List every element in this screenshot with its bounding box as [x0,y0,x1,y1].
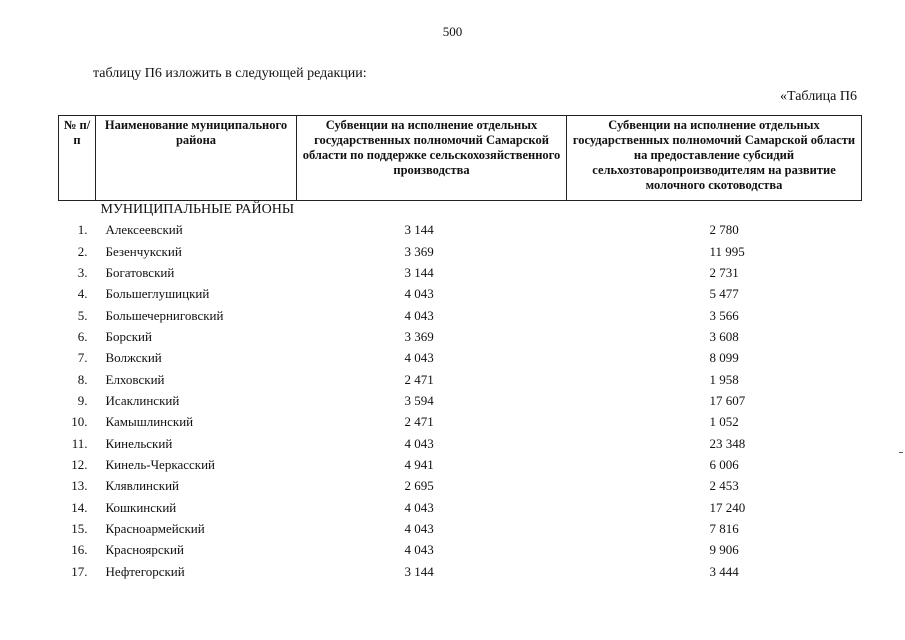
district-name: Красноармейский [105,520,205,536]
table-body [59,201,862,582]
agri-subvention-value: 4 043 [404,435,434,451]
district-name: Клявлинский [105,478,180,494]
dairy-subvention-value: 3 608 [709,328,739,344]
row-number: 7. [77,350,88,366]
agri-subvention-value: 2 695 [404,478,434,494]
agri-subvention-value: 4 043 [404,542,434,558]
district-name: Алексеевский [105,222,183,238]
row-number: 14. [71,499,88,515]
row-number: 3. [77,264,88,280]
table-row [59,326,862,347]
dairy-subvention-value: 2 731 [709,264,739,280]
row-number: 16. [71,542,88,558]
table-row [59,283,862,304]
table-header [59,116,862,201]
table-row [59,240,862,261]
district-name: Кинельский [105,435,173,451]
table-row [59,539,862,560]
district-name: Нефтегорский [105,563,185,579]
dairy-subvention-value: 7 816 [709,520,739,536]
table-row [59,219,862,240]
district-name: Большеглушицкий [105,286,210,302]
dairy-subvention-value: 1 958 [709,371,739,387]
agri-subvention-value: 2 471 [404,371,434,387]
row-number: 10. [71,414,88,430]
table-row [59,411,862,432]
dairy-subvention-value: 2 453 [709,478,739,494]
dairy-subvention-value: 6 006 [709,456,739,472]
section-row [59,201,862,220]
agri-subvention-value: 4 043 [404,286,434,302]
table-row [59,454,862,475]
table-row [59,304,862,325]
row-number: 5. [77,307,88,323]
district-name: Камышлинский [105,414,194,430]
table-row [59,347,862,368]
row-number: 8. [77,371,88,387]
dairy-subvention-value: 2 780 [709,222,739,238]
table-row [59,496,862,517]
row-number: 4. [77,286,88,302]
row-number: 13. [71,478,88,494]
dairy-subvention-value: 17 607 [709,392,746,408]
district-name: Волжский [105,350,162,366]
district-name: Безенчукский [105,243,182,259]
dairy-subvention-value: 11 995 [709,243,745,259]
table-row [59,475,862,496]
header-dairy-subvention: Субвенции на исполнение отдельных государственных полномочий Самарской области на предоставление субсидий сельхозтоваропроизводителям на развитие молочного скотоводства [567,116,862,201]
page-number: 500 [442,24,463,39]
dairy-subvention-value: 17 240 [709,499,746,515]
header-row [59,116,862,201]
header-agri-subvention: Субвенции на исполнение отдельных государственных полномочий Самарской области по поддержке сельскохозяйственного производства [297,116,567,201]
dairy-subvention-value: 23 348 [709,435,746,451]
table-caption: «Таблица П6 [780,89,857,104]
agri-subvention-value: 3 144 [404,222,434,238]
dairy-subvention-value: 5 477 [709,286,739,302]
agri-subvention-value: 3 144 [404,563,434,579]
row-number: 2. [77,243,88,259]
agri-subvention-value: 4 043 [404,307,434,323]
table-row [59,390,862,411]
table-row [59,432,862,453]
table-row [59,518,862,539]
row-number: 15. [71,520,88,536]
row-number: 6. [77,328,88,344]
agri-subvention-value: 3 369 [404,328,434,344]
district-name: Кошкинский [105,499,177,515]
agri-subvention-value: 3 594 [404,392,434,408]
dairy-subvention-value: 8 099 [709,350,739,366]
scan-edge-mark [899,452,903,453]
dairy-subvention-value: 9 906 [709,542,739,558]
row-number: 11. [71,435,88,451]
header-number: № п/п [59,116,96,201]
agri-subvention-value: 4 043 [404,350,434,366]
table-row [59,262,862,283]
district-name: Красноярский [105,542,184,558]
agri-subvention-value: 4 941 [404,456,434,472]
row-number: 9. [77,392,88,408]
row-number: 1. [77,222,88,238]
district-name: Борский [105,328,152,344]
district-name: Исаклинский [105,392,180,408]
row-number: 17. [71,563,88,579]
subventions-table [58,115,862,582]
agri-subvention-value: 2 471 [404,414,434,430]
table-row [59,561,862,582]
agri-subvention-value: 4 043 [404,499,434,515]
dairy-subvention-value: 3 566 [709,307,739,323]
header-district-name: Наименование муниципального района [96,116,297,201]
district-name: Кинель-Черкасский [105,456,215,472]
section-label: МУНИЦИПАЛЬНЫЕ РАЙОНЫ [100,202,295,217]
agri-subvention-value: 4 043 [404,520,434,536]
agri-subvention-value: 3 369 [404,243,434,259]
dairy-subvention-value: 3 444 [709,563,739,579]
district-name: Богатовский [105,264,175,280]
district-name: Большечерниговский [105,307,224,323]
intro-text: таблицу П6 изложить в следующей редакции: [93,66,367,81]
agri-subvention-value: 3 144 [404,264,434,280]
row-number: 12. [71,456,88,472]
dairy-subvention-value: 1 052 [709,414,739,430]
district-name: Елховский [105,371,165,387]
table-row [59,368,862,389]
